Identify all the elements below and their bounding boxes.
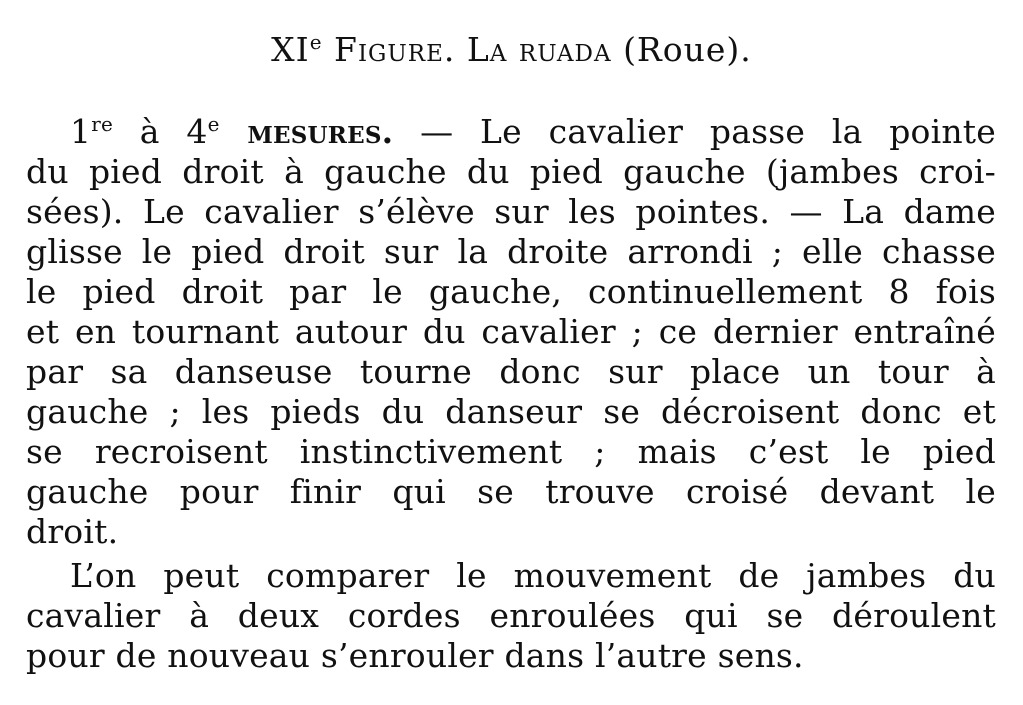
- title-figure-word: Figure.: [334, 30, 456, 69]
- paragraph-1-line-6: et en tournant autour du cavalier ; ce dernier entraîné: [26, 312, 996, 351]
- title-roue: (Roue).: [623, 30, 752, 69]
- figure-title: [0, 30, 1023, 70]
- paragraph-1-line-9: se recroisent instinctivement ; mais c’est le pied: [26, 432, 996, 471]
- paragraph-1-line-5: le pied droit par le gauche, continuellement 8 fois: [26, 272, 996, 311]
- title-roman-superscript: e: [309, 30, 323, 54]
- measures-label: mesures.: [219, 112, 394, 151]
- measure-range-text: à 4: [113, 112, 208, 151]
- title-roman-numeral: XI: [271, 30, 310, 69]
- paragraph-2-line-3: pour de nouveau s’enrouler dans l’autre sens.: [26, 636, 804, 675]
- measure-end-superscript: e: [207, 112, 220, 136]
- paragraph-1-line-7: par sa danseuse tourne donc sur place un tour à: [26, 352, 996, 391]
- paragraph-1-line-4: glisse le pied droit sur la droite arrondi ; elle chasse: [26, 232, 996, 271]
- title-la-ruada: La ruada: [466, 30, 612, 69]
- paragraph-1-line-8: gauche ; les pieds du danseur se décroisent donc et: [26, 392, 996, 431]
- paragraph-2-line-1: L’on peut comparer le mouvement de jambes du: [70, 556, 996, 595]
- paragraph-1-line-2: du pied droit à gauche du pied gauche (jambes croi-: [26, 152, 996, 191]
- paragraph-1-line-10: gauche pour finir qui se trouve croisé devant le: [26, 472, 996, 511]
- paragraph-1-line-11: droit.: [26, 512, 119, 551]
- paragraph-1-line-3: sées). Le cavalier s’élève sur les pointes. — La dame: [26, 192, 996, 231]
- paragraph-2-line-2: cavalier à deux cordes enroulées qui se déroulent: [26, 596, 996, 635]
- measure-start-superscript: re: [91, 112, 113, 136]
- body-text: [26, 112, 996, 676]
- paragraph-1-line-1-rest: — Le cavalier passe la pointe: [393, 112, 996, 151]
- measure-start-number: 1: [70, 112, 92, 151]
- paragraph-1-line-1: [26, 112, 996, 152]
